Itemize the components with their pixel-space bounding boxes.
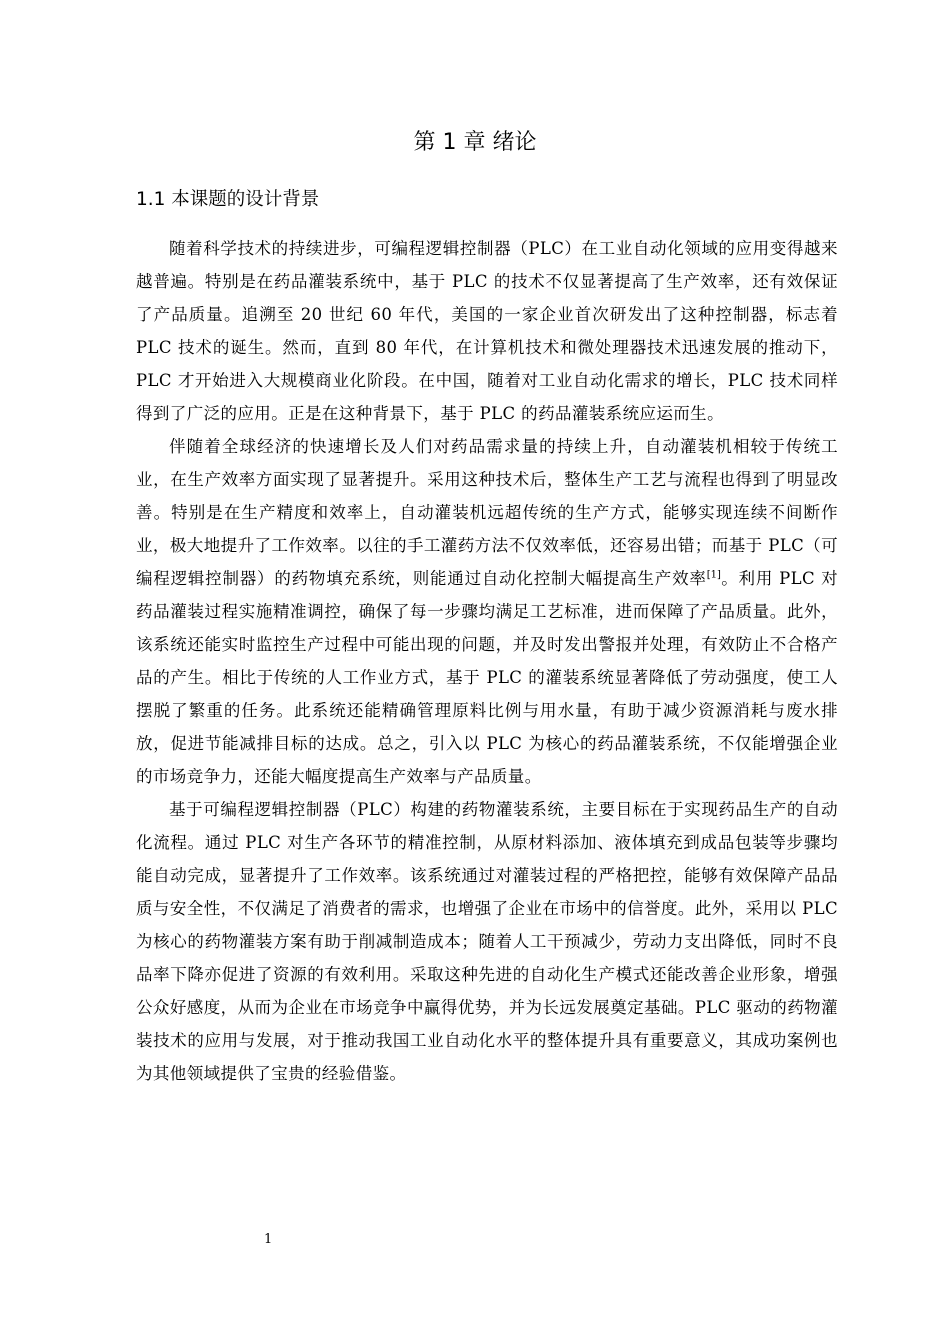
section-title: 1.1 本课题的设计背景 [136, 189, 320, 210]
paragraph-2-text-end: 。利用 PLC 对药品灌装过程实施精准调控，确保了每一步骤均满足工艺标准，进而保障了产品质量。此外，该系统还能实时监控生产过程中可能出现的问题，并及时发出警报并处理，有效防止不合格产品的产生。相比于传统的人工作业方式，基于 PLC 的灌装系统显著降低了劳动强度，使工人摆脱了繁重的任务。此系统还能精确管理原料比例与用水量，有助于减少资源消耗与废水排放，促进节能减排目标的达成。总之，引入以 PLC 为核心的药品灌装系统，不仅能增强企业的市场竞争力，还能大幅度提高生产效率与产品质量。 [136, 569, 838, 786]
citation-reference[interactable]: [1] [706, 569, 721, 581]
paragraph-2-text-start: 伴随着全球经济的快速增长及人们对药品需求量的持续上升，自动灌装机相较于传统工业，在生产效率方面实现了显著提升。采用这种技术后，整体生产工艺与流程也得到了明显改善。特别是在生产精度和效率上，自动灌装机远超传统的生产方式，能够实现连续不间断作业，极大地提升了工作效率。以往的手工灌药方法不仅效率低，还容易出错；而基于 PLC（可编程逻辑控制器）的药物填充系统，则能通过自动化控制大幅提高生产效率 [136, 437, 838, 588]
paragraph-1: 随着科学技术的持续进步，可编程逻辑控制器（PLC）在工业自动化领域的应用变得越来越普遍。特别是在药品灌装系统中，基于 PLC 的技术不仅显著提高了生产效率，还有效保证了产品质量。追溯至 20 世纪 60 年代，美国的一家企业首次研发出了这种控制器，标志着 PLC 技术的诞生。然而，直到 80 年代，在计算机技术和微处理器技术迅速发展的推动下，PLC 才开始进入大规模商业化阶段。在中国，随着对工业自动化需求的增长，PLC 技术同样得到了广泛的应用。正是在这种背景下，基于 PLC 的药品灌装系统应运而生。 [136, 239, 838, 423]
chapter-title: 第 1 章 绪论 [413, 130, 537, 155]
paragraph-3: 基于可编程逻辑控制器（PLC）构建的药物灌装系统，主要目标在于实现药品生产的自动化流程。通过 PLC 对生产各环节的精准控制，从原材料添加、液体填充到成品包装等步骤均能自动完成，显著提升了工作效率。该系统通过对灌装过程的严格把控，能够有效保障产品品质与安全性，不仅满足了消费者的需求，也增强了企业在市场中的信誉度。此外，采用以 PLC 为核心的药物灌装方案有助于削减制造成本；随着人工干预减少，劳动力支出降低，同时不良品率下降亦促进了资源的有效利用。采取这种先进的自动化生产模式还能改善企业形象，增强公众好感度，从而为企业在市场竞争中赢得优势，并为长远发展奠定基础。PLC 驱动的药物灌装技术的应用与发展，对于推动我国工业自动化水平的整体提升具有重要意义，其成功案例也为其他领域提供了宝贵的经验借鉴。 [136, 800, 838, 1083]
page-number: 1 [264, 1232, 273, 1247]
body-text [136, 232, 838, 1090]
paragraph-2 [136, 430, 838, 793]
